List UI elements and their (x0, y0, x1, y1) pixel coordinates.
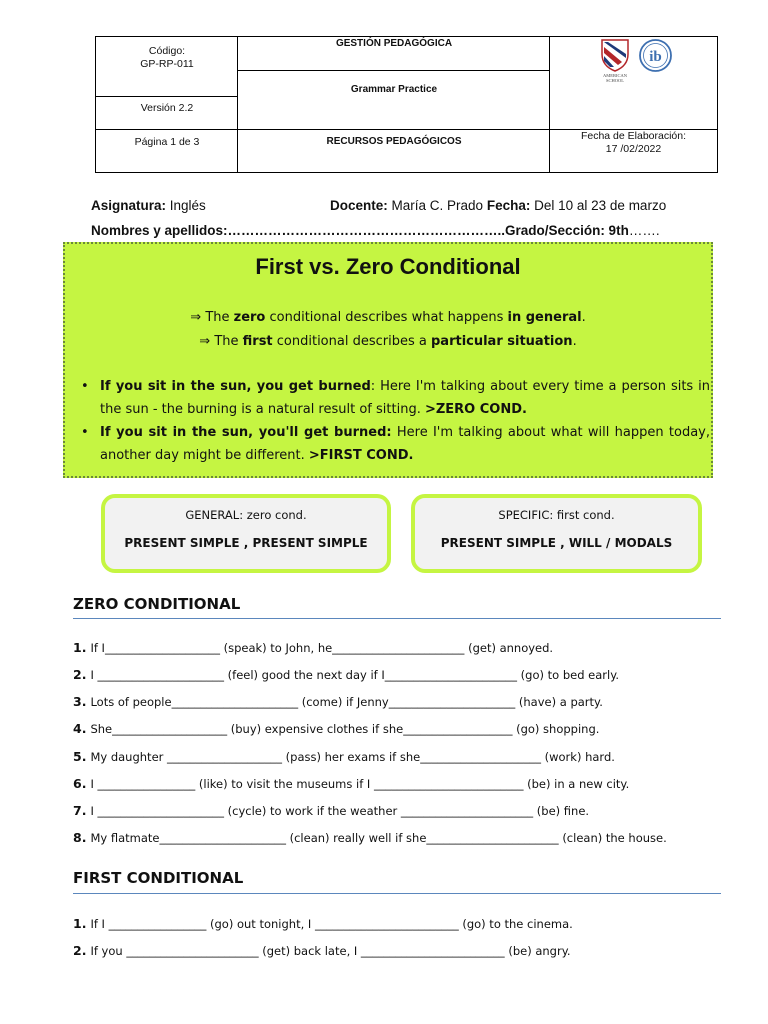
exercise-number: 8. (73, 830, 87, 845)
docente-field (330, 198, 666, 213)
zero-exercise-8[interactable] (73, 830, 667, 845)
zero-cond-tag: >ZERO COND. (424, 402, 527, 417)
fecha-label: Fecha: (486, 198, 531, 213)
code-cell (96, 37, 238, 97)
student-name-line (91, 223, 660, 238)
exercise-number: 2. (73, 943, 87, 958)
zero-conditional-heading: ZERO CONDITIONAL (73, 595, 241, 613)
fecha-elaboracion-label: Fecha de Elaboración: (580, 130, 687, 142)
school-logo-text: AMERICAN SCHOOL (602, 73, 627, 83)
first-conditional-heading: FIRST CONDITIONAL (73, 869, 244, 887)
zero-bold-text: zero (233, 310, 266, 325)
exercise-text: I ______________________ (cycle) to work if the weather _______________________ (be) fine. (90, 804, 590, 818)
zero-exercise-6[interactable] (73, 776, 629, 791)
arrow-icon: ⇒ (199, 334, 211, 349)
exercise-number: 2. (73, 667, 87, 682)
docente-label: Docente: (330, 198, 388, 213)
zero-mid-text: conditional describes what happens (265, 310, 508, 325)
exercise-text: If you _______________________ (get) back late, I _________________________ (be) angry. (90, 944, 571, 958)
exercise-number: 1. (73, 640, 87, 655)
exercise-text: Lots of people______________________ (come) if Jenny______________________ (have) a party. (90, 695, 603, 709)
zero-end-text: . (581, 310, 586, 325)
first-definition-line (65, 334, 711, 349)
bullet-icon: • (81, 379, 89, 394)
bullet-icon: • (81, 425, 89, 440)
zero-definition-line (65, 310, 711, 325)
asignatura-label: Asignatura: (91, 198, 167, 213)
zero-exercise-3[interactable] (73, 694, 603, 709)
nombres-tail-dots: ……. (628, 223, 660, 238)
code-label: Código: (148, 45, 186, 57)
ib-logo-text: ib (649, 49, 662, 65)
first-end-text: . (572, 334, 577, 349)
exercise-text: I ______________________ (feel) good the next day if I_______________________ (go) to bed early. (90, 668, 620, 682)
general-title: GENERAL: zero cond. (185, 508, 307, 522)
exercise-text: If I _________________ (go) out tonight, I _________________________ (go) to the cinema. (90, 917, 573, 931)
ib-logo-icon (639, 39, 672, 72)
zero-pre-text: The (205, 310, 234, 325)
zero-example-sentence: If you sit in the sun, you get burned (100, 379, 371, 394)
exercise-number: 7. (73, 803, 87, 818)
first-example-sentence: If you sit in the sun, you'll get burned: (100, 425, 392, 440)
zero-example-explanation: : Here I'm talking about every time a person sits in the sun - the burning is a natural result of sitting. (100, 379, 710, 417)
first-example-explanation: Here I'm talking about what will happen today, another day might be different. (100, 425, 710, 463)
fecha-value: Del 10 al 23 de marzo (534, 198, 667, 213)
exercise-text: If I____________________ (speak) to John, he_______________________ (get) annoyed. (90, 641, 554, 655)
exercise-number: 6. (73, 776, 87, 791)
first-exercise-2[interactable] (73, 943, 571, 958)
first-bold-text: first (242, 334, 273, 349)
zero-exercise-1[interactable] (73, 640, 553, 655)
asignatura-field (91, 198, 206, 213)
exercise-text: My flatmate______________________ (clean) really well if she_______________________ (clean) the house. (90, 831, 667, 845)
fecha-elaboracion-cell (550, 130, 717, 172)
zero-heading-rule (73, 618, 721, 619)
page-number-cell: Página 1 de 3 (134, 136, 200, 148)
first-heading-rule (73, 893, 721, 894)
exercise-number: 3. (73, 694, 87, 709)
intro-title: First vs. Zero Conditional (255, 254, 521, 279)
gestion-title: GESTIÓN PEDAGÓGICA (335, 38, 453, 49)
particular-situation-text: particular situation (430, 334, 573, 349)
first-cond-tag: >FIRST COND. (308, 448, 414, 463)
recursos-title: RECURSOS PEDAGÓGICOS (326, 136, 462, 147)
first-exercise-1[interactable] (73, 916, 573, 931)
specific-formula: PRESENT SIMPLE , WILL / MODALS (440, 536, 673, 550)
first-pre-text: The (214, 334, 243, 349)
exercise-text: I _________________ (like) to visit the museums if I __________________________ (be) in a new city. (90, 777, 630, 791)
asignatura-value: Inglés (169, 198, 206, 213)
fecha-elaboracion-value: 17 /02/2022 (605, 143, 662, 155)
general-formula-box (101, 494, 391, 573)
docente-value: María C. Prado (391, 198, 484, 213)
nombres-grado-text: Nombres y apellidos:……………………………………………………..Grado/Sección: 9th (91, 223, 629, 238)
exercise-number: 4. (73, 721, 87, 736)
specific-title: SPECIFIC: first cond. (498, 508, 615, 522)
grammar-practice-title: Grammar Practice (350, 84, 438, 95)
general-formula: PRESENT SIMPLE , PRESENT SIMPLE (124, 536, 368, 550)
zero-exercise-5[interactable] (73, 749, 615, 764)
exercise-text: She____________________ (buy) expensive clothes if she___________________ (go) shopping. (90, 722, 600, 736)
arrow-icon: ⇒ (190, 310, 202, 325)
exercise-number: 1. (73, 916, 87, 931)
school-shield-logo-icon (600, 38, 630, 72)
zero-exercise-4[interactable] (73, 721, 599, 736)
version-cell: Versión 2.2 (140, 102, 194, 114)
in-general-text: in general (507, 310, 582, 325)
specific-formula-box (411, 494, 702, 573)
logo-cell (550, 37, 717, 130)
exercise-text: My daughter ____________________ (pass) her exams if she_____________________ (work) hard. (90, 750, 615, 764)
zero-exercise-7[interactable] (73, 803, 589, 818)
exercise-number: 5. (73, 749, 87, 764)
conditional-intro-box (63, 242, 713, 478)
document-header-table (95, 36, 718, 173)
code-value: GP-RP-011 (140, 58, 194, 70)
zero-exercise-2[interactable] (73, 667, 619, 682)
first-mid-text: conditional describes a (272, 334, 431, 349)
